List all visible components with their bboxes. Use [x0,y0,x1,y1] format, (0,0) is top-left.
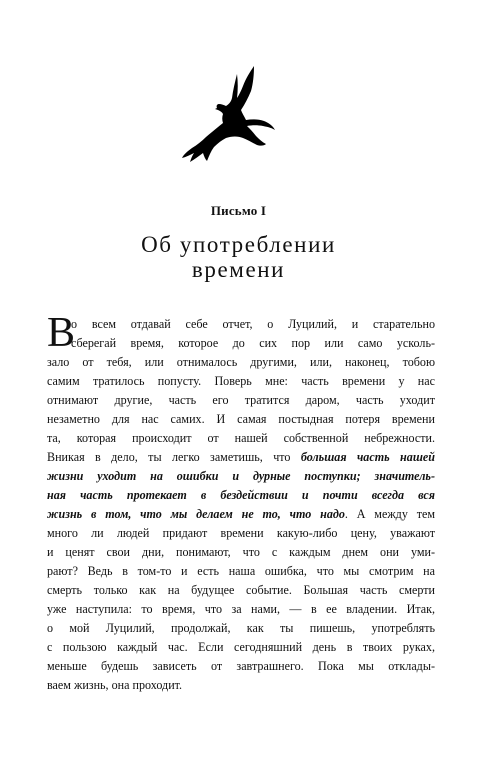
eagle-silhouette-icon [180,64,276,164]
text-line [47,372,435,391]
text-run: меньше будешь зависеть от завтрашнего. Пока мы отклады- [47,659,435,673]
text-run: уже наступила: то время, что за нами, — в ее владении. Итак, [47,602,435,616]
text-line [47,505,435,524]
chapter-title-line-1: Об употреблении [141,232,336,257]
text-run: самим тратилось попусту. Поверь мне: часть времени у нас [47,374,435,388]
emphasized-text: большая часть нашей [300,450,435,464]
text-line [47,600,435,619]
text-run: с пользою каждый час. Если сегодняшний день в твоих руках, [47,640,435,654]
text-line [47,391,435,410]
text-run: незаметно для нас самих. И самая постыдная потеря времени [47,412,435,426]
text-run: рают? Ведь в том-то и есть наша ошибка, что мы смотрим на [47,564,435,578]
text-line [47,562,435,581]
emphasized-text: жизнь в том, что мы делаем не то, что надо [47,507,345,521]
drop-cap: В [47,310,76,356]
text-line [47,410,435,429]
text-run: зало от тебя, или отнималось другими, или, наконец, тобою [47,355,435,369]
text-run: и ценят свои дни, понимают, что с каждым днем они уми- [47,545,435,559]
text-line [47,467,435,486]
text-line [47,353,435,372]
letter-body [47,310,436,695]
chapter-title [0,232,477,282]
text-line [47,448,435,467]
emphasized-text: ная часть протекает в бездействии и почти всегда вся [47,488,435,502]
emphasized-text: жизни уходит на ошибки и дурные поступки; значитель- [47,469,435,483]
text-line [47,334,435,353]
letter-number: Письмо I [210,203,267,218]
text-line [47,486,435,505]
text-run: . А между тем [344,507,436,521]
text-line [47,657,435,676]
text-line [47,638,435,657]
text-run: Вникая в дело, ты легко заметишь, что [47,450,301,464]
text-line [47,315,435,334]
text-line [47,619,435,638]
text-line [47,581,435,600]
text-run: сберегай время, которое до сих пор или само усколь- [71,336,435,350]
text-run: смерть только как на будущее событие. Большая часть смерти [47,583,435,597]
text-line [47,524,435,543]
text-run: много ли людей придают времени какую-либо цену, уважают [47,526,435,540]
text-run: ваем жизнь, она проходит. [47,678,183,692]
text-line [47,543,435,562]
text-run: та, которая происходит от нашей собственной небрежности. [47,431,435,445]
text-run: о мой Луцилий, продолжай, как ты пишешь, употреблять [47,621,435,635]
chapter-title-line-2: времени [191,257,286,282]
text-run: о всем отдавай себе отчет, о Луцилий, и старательно [71,317,435,331]
text-line [47,429,435,448]
text-run: отнимают другие, часть его тратится даром, часть уходит [47,393,435,407]
text-line [47,676,435,695]
